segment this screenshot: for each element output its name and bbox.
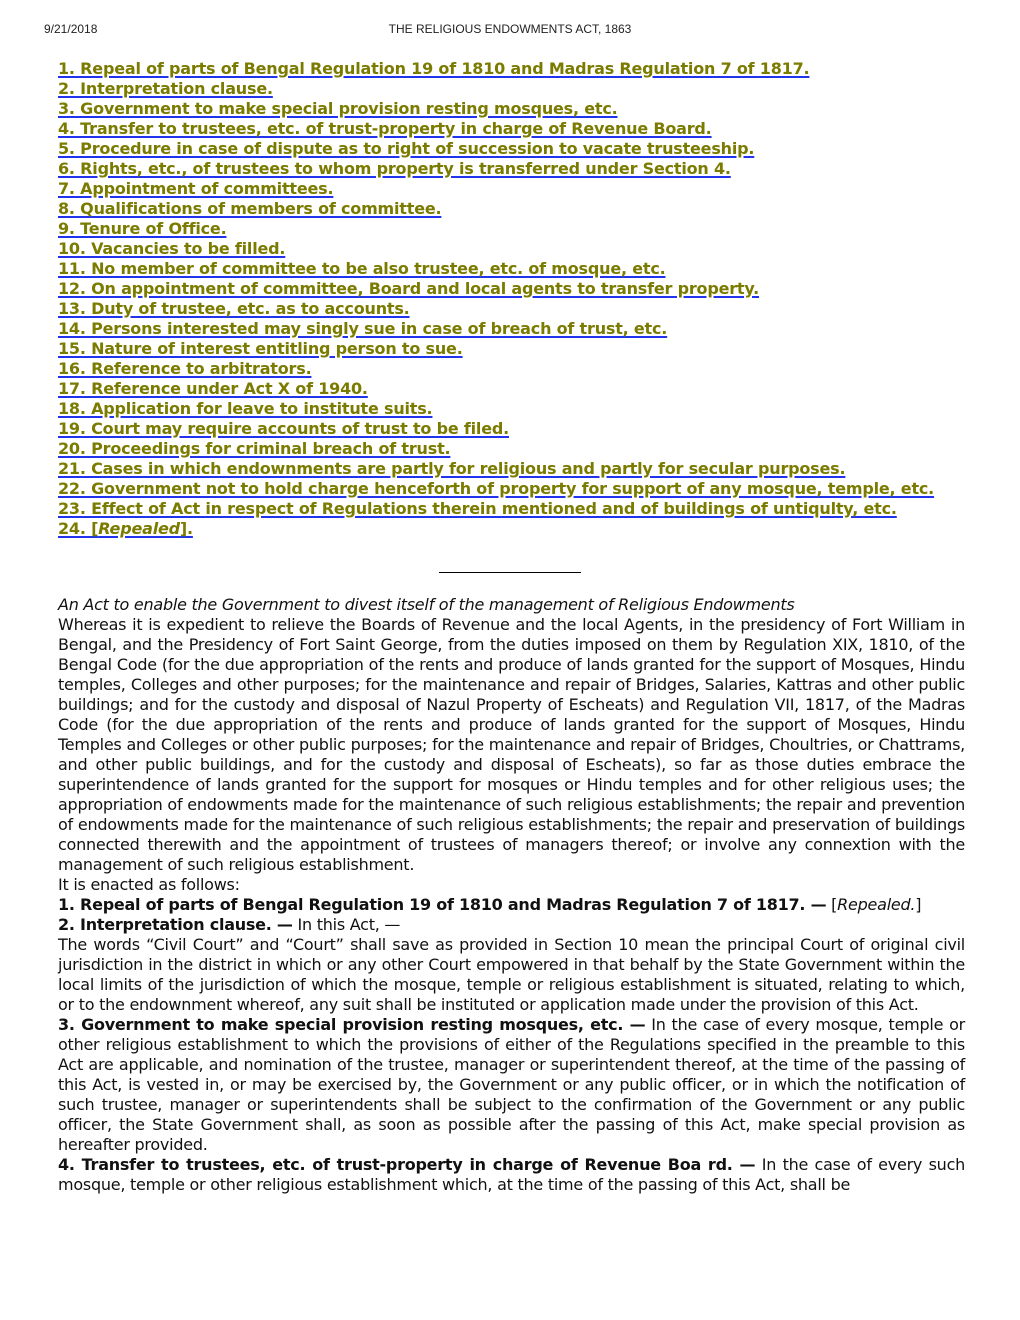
toc-item <box>58 259 965 279</box>
act-body <box>58 595 965 1195</box>
toc-item <box>58 139 965 159</box>
toc-link-3[interactable]: 3. Government to make special provision resting mosques, etc. <box>58 99 618 118</box>
toc-link-5[interactable]: 5. Procedure in case of dispute as to right of succession to vacate trusteeship. <box>58 139 755 158</box>
enacting-clause: It is enacted as follows: <box>58 875 240 894</box>
toc-link-15[interactable]: 15. Nature of interest entitling person to sue. <box>58 339 463 358</box>
print-date: 9/21/2018 <box>44 22 98 36</box>
toc-link-7[interactable]: 7. Appointment of committees. <box>58 179 334 198</box>
section-4-heading: 4. Transfer to trustees, etc. of trust-property in charge of Revenue Boa rd. — <box>58 1155 756 1174</box>
section-2-heading: 2. Interpretation clause. — <box>58 915 293 934</box>
section-2 <box>58 915 965 935</box>
toc-item <box>58 319 965 339</box>
section-3-text: In the case of every mosque, temple or other religious establishment to which the provisions of either of the Regulations specified in the preamble to this Act are applicable, and nomination of the trustee, manager or superintendent thereof, at the time of the passing of this Act, is vested in, or may be exercised by, the Government or any public officer, or in which the notification of such trustee, manager or superintendents shall be subject to the confirmation of the Government or any public officer, the State Government shall, as soon as possible after the passing of this Act, make special provision as hereafter provided. <box>58 1015 965 1154</box>
section-4-text: In the case of every such mosque, temple or other religious establishment which, at the time of the passing of this Act, shall be <box>58 1155 966 1194</box>
toc-item <box>58 119 965 139</box>
toc-link-10[interactable]: 10. Vacancies to be filled. <box>58 239 286 258</box>
table-of-contents <box>58 59 965 539</box>
toc-item <box>58 359 965 379</box>
print-header <box>0 22 1020 42</box>
toc-link-24-italic: Repealed <box>98 519 180 538</box>
section-2-text: In this Act, — <box>292 915 401 934</box>
section-1-suffix: ] <box>915 895 922 914</box>
toc-link-1[interactable]: 1. Repeal of parts of Bengal Regulation 19 of 1810 and Madras Regulation 7 of 1817. <box>58 59 810 78</box>
toc-link-6[interactable]: 6. Rights, etc., of trustees to whom property is transferred under Section 4. <box>58 159 731 178</box>
section-1 <box>58 895 965 915</box>
toc-link-16[interactable]: 16. Reference to arbitrators. <box>58 359 312 378</box>
section-1-repealed: Repealed. <box>837 895 916 914</box>
toc-item <box>58 159 965 179</box>
toc-link-21[interactable]: 21. Cases in which endownments are partly for religious and partly for secular purposes. <box>58 459 846 478</box>
toc-item <box>58 419 965 439</box>
toc-link-20[interactable]: 20. Proceedings for criminal breach of trust. <box>58 439 451 458</box>
section-4 <box>58 1155 965 1195</box>
document-content <box>58 59 965 1195</box>
toc-item <box>58 399 965 419</box>
toc-item <box>58 219 965 239</box>
section-2-definition: The words “Civil Court” and “Court” shall save as provided in Section 10 mean the principal Court of original civil jurisdiction in the district in which or any other Court empowered in that behalf by the State Government within the local limits of the jurisdiction of which the mosque, temple or religious establishment is situated, relating to which, or to the endownment whereof, any suit shall be instituted or application made under the provision of this Act. <box>58 935 965 1014</box>
toc-link-18[interactable]: 18. Application for leave to institute suits. <box>58 399 433 418</box>
toc-link-14[interactable]: 14. Persons interested may singly sue in case of breach of trust, etc. <box>58 319 668 338</box>
toc-link-9[interactable]: 9. Tenure of Office. <box>58 219 227 238</box>
toc-item <box>58 79 965 99</box>
toc-link-13[interactable]: 13. Duty of trustee, etc. as to accounts. <box>58 299 410 318</box>
long-title: An Act to enable the Government to divest itself of the management of Religious Endowments <box>58 595 795 614</box>
toc-item <box>58 59 965 79</box>
toc-link-19[interactable]: 19. Court may require accounts of trust to be filed. <box>58 419 509 438</box>
toc-item <box>58 499 965 519</box>
toc-link-2[interactable]: 2. Interpretation clause. <box>58 79 273 98</box>
toc-link-8[interactable]: 8. Qualifications of members of committee. <box>58 199 442 218</box>
toc-item <box>58 179 965 199</box>
toc-link-22[interactable]: 22. Government not to hold charge henceforth of property for support of any mosque, temple, etc. <box>58 479 935 498</box>
toc-link-24-suffix: ]. <box>179 519 193 538</box>
toc-link-24[interactable] <box>58 519 193 538</box>
toc-item <box>58 519 965 539</box>
toc-item <box>58 339 965 359</box>
toc-item <box>58 299 965 319</box>
toc-link-4[interactable]: 4. Transfer to trustees, etc. of trust-property in charge of Revenue Board. <box>58 119 712 138</box>
toc-link-11[interactable]: 11. No member of committee to be also trustee, etc. of mosque, etc. <box>58 259 666 278</box>
print-title: THE RELIGIOUS ENDOWMENTS ACT, 1863 <box>388 22 632 36</box>
toc-link-23[interactable]: 23. Effect of Act in respect of Regulations therein mentioned and of buildings of untiqulty, etc. <box>58 499 897 518</box>
toc-link-24-prefix: 24. [ <box>58 519 99 538</box>
toc-item <box>58 459 965 479</box>
toc-item <box>58 439 965 459</box>
toc-item <box>58 99 965 119</box>
section-3-heading: 3. Government to make special provision resting mosques, etc. — <box>58 1015 646 1034</box>
section-1-prefix: [ <box>831 895 838 914</box>
preamble: Whereas it is expedient to relieve the Boards of Revenue and the local Agents, in the presidency of Fort William in Bengal, and the Presidency of Fort Saint George, from the duties imposed on them by Regulation XIX, 1810, of the Bengal Code (for the due appropriation of the rents and produce of lands granted for the support of Mosques, Hindu temples, Colleges and other purposes; for the maintenance and repair of Bridges, Salaries, Kattras and other public buildings; and for the custody and disposal of Nazul Property of Escheats) and Regulation VII, 1817, of the Madras Code (for the due appropriation of the rents and produce of lands granted for the support of Mosques, Hindu Temples and Colleges or other public purposes; for the maintenance and repair of Bridges, Choultries, or Chattrams, and other public buildings, and for the custody and disposal of Escheats), so far as those duties embrace the superintendence of lands granted for the support for mosques or Hindu temples and for other religious uses; the appropriation of endowments made for the maintenance of such religious establishments; the repair and prevention of endowments made for the maintenance of such religious establishments; the repair and preservation of buildings connected therewith and the appointment of trustees of managers thereof; or involve any connextion with the management of such religious establishment. <box>58 615 965 874</box>
toc-link-12[interactable]: 12. On appointment of committee, Board and local agents to transfer property. <box>58 279 760 298</box>
toc-item <box>58 239 965 259</box>
toc-item <box>58 479 965 499</box>
toc-item <box>58 279 965 299</box>
toc-item <box>58 379 965 399</box>
toc-item <box>58 199 965 219</box>
toc-link-17[interactable]: 17. Reference under Act X of 1940. <box>58 379 368 398</box>
section-1-heading: 1. Repeal of parts of Bengal Regulation 19 of 1810 and Madras Regulation 7 of 1817. — <box>58 895 827 914</box>
section-3 <box>58 1015 965 1155</box>
section-divider <box>439 572 581 573</box>
